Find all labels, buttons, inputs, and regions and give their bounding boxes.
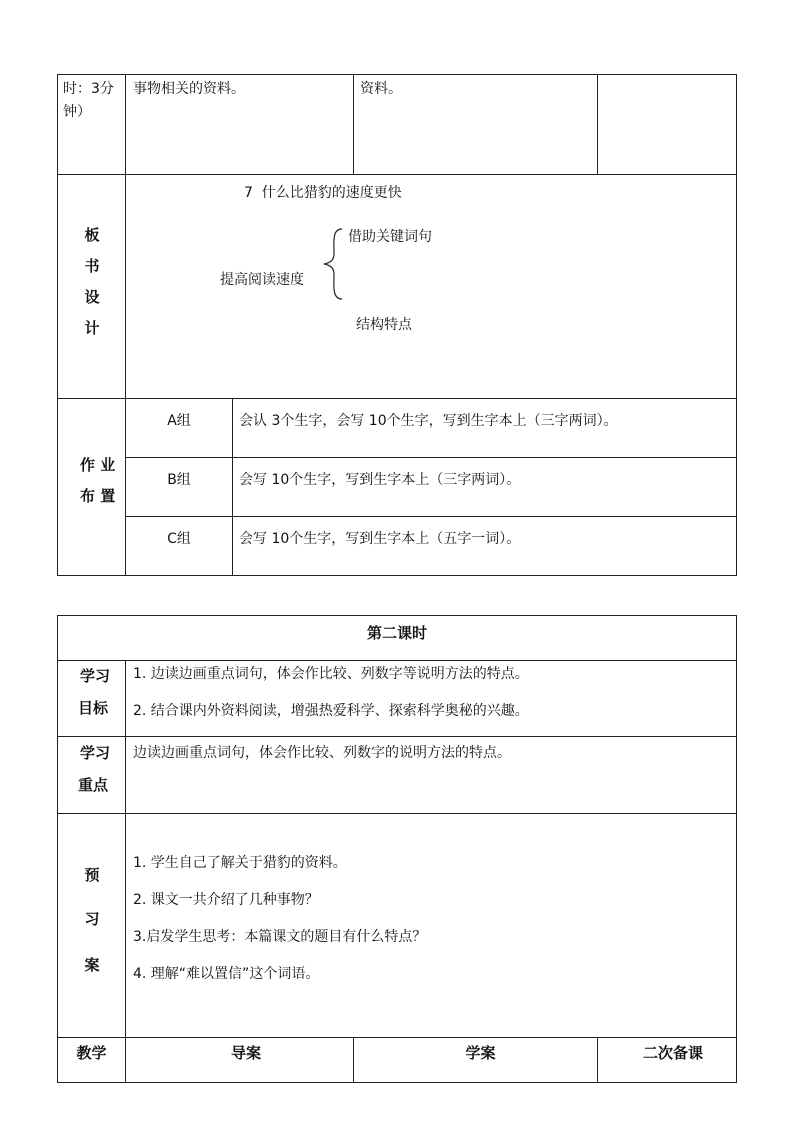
goal-item-2: 2. 结合课内外资料阅读，增强热爱科学、探索科学奥秘的兴趣。 bbox=[133, 703, 529, 719]
homework-group-c: C组 bbox=[167, 531, 191, 547]
board-right-top: 借助关键词句 bbox=[348, 229, 432, 245]
time-label-line1: 时：3分 bbox=[63, 81, 114, 97]
preview-label-char-3: 案 bbox=[84, 956, 100, 974]
footer-study-plan: 学案 bbox=[465, 1044, 496, 1062]
goals-label-line2: 目标 bbox=[78, 699, 109, 717]
board-left: 提高阅读速度 bbox=[220, 272, 304, 288]
preview-label-char-1: 预 bbox=[84, 866, 100, 884]
homework-text-a: 会认 3个生字，会写 10个生字，写到生字本上（三字两词）。 bbox=[239, 413, 618, 429]
board-label-char-2: 书 bbox=[84, 257, 100, 275]
board-label-char-4: 计 bbox=[84, 319, 100, 337]
row1-cell-2: 事物相关的资料。 bbox=[133, 81, 245, 97]
homework-text-b: 会写 10个生字，写到生字本上（三字两词）。 bbox=[239, 472, 521, 488]
preview-label-char-2: 习 bbox=[84, 910, 100, 928]
board-title: 7 什么比猎豹的速度更快 bbox=[244, 185, 402, 201]
board-label-char-1: 板 bbox=[84, 226, 100, 244]
preview-item-1: 1. 学生自己了解关于猎豹的资料。 bbox=[133, 855, 347, 871]
footer-teaching: 教学 bbox=[76, 1044, 107, 1062]
preview-item-4: 4. 理解“难以置信”这个词语。 bbox=[133, 966, 320, 982]
key-label-line2: 重点 bbox=[78, 776, 109, 794]
time-label-line2: 钟） bbox=[63, 104, 91, 120]
preview-item-2: 2. 课文一共介绍了几种事物？ bbox=[133, 892, 319, 908]
footer-second-prep: 二次备课 bbox=[642, 1044, 703, 1062]
key-text: 边读边画重点词句，体会作比较、列数字的说明方法的特点。 bbox=[133, 745, 511, 761]
goals-label-line1: 学习 bbox=[80, 667, 111, 685]
homework-group-a: A组 bbox=[167, 413, 191, 429]
board-label-char-3: 设 bbox=[84, 288, 100, 306]
footer-guide-plan: 导案 bbox=[230, 1044, 261, 1062]
curly-brace-icon bbox=[322, 228, 344, 300]
homework-label-line1: 作 业 bbox=[80, 456, 116, 474]
homework-label-line2: 布 置 bbox=[80, 487, 116, 505]
goal-item-1: 1. 边读边画重点词句，体会作比较、列数字等说明方法的特点。 bbox=[133, 666, 529, 682]
board-right-bottom: 结构特点 bbox=[356, 317, 412, 333]
lesson-header: 第二课时 bbox=[366, 624, 427, 642]
key-label-line1: 学习 bbox=[80, 744, 111, 762]
homework-group-b: B组 bbox=[167, 472, 191, 488]
homework-text-c: 会写 10个生字，写到生字本上（五字一词）。 bbox=[239, 531, 521, 547]
row1-cell-3: 资料。 bbox=[360, 81, 402, 97]
preview-item-3: 3.启发学生思考：本篇课文的题目有什么特点？ bbox=[133, 929, 427, 945]
